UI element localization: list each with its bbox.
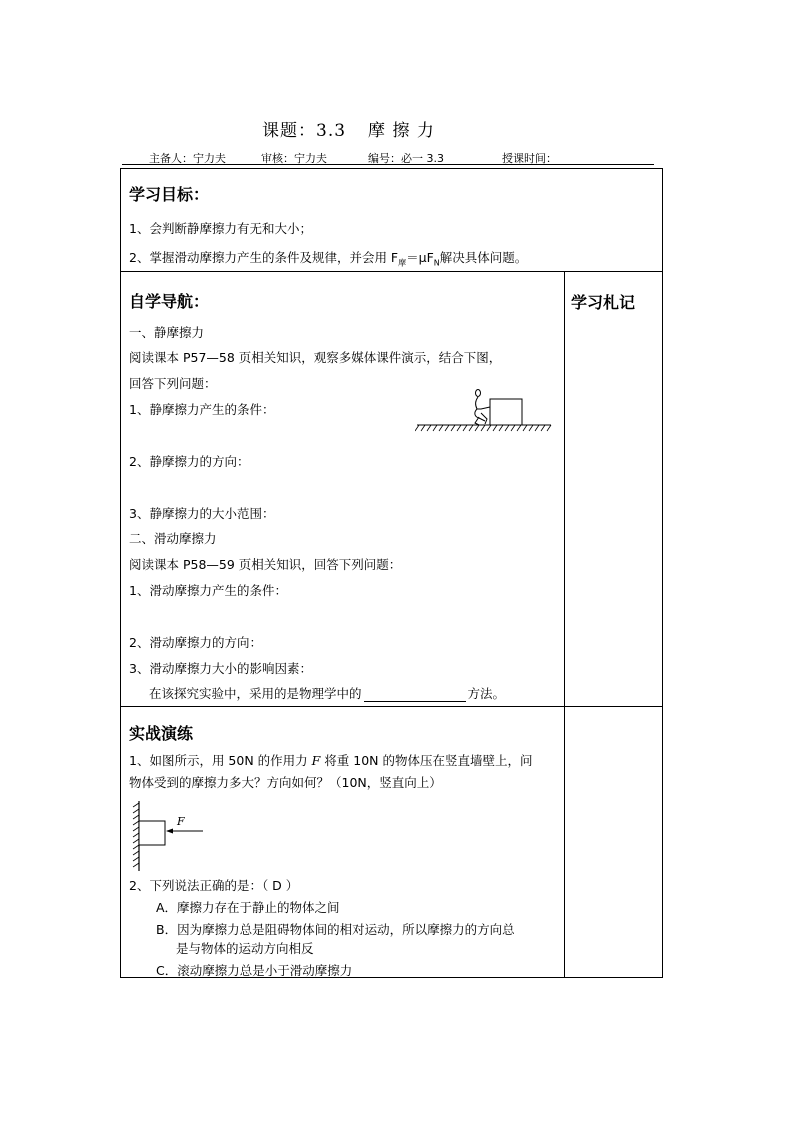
practice-heading: 实战演练 bbox=[129, 724, 194, 743]
row-divider-2 bbox=[121, 706, 662, 707]
goals-heading: 学习目标： bbox=[129, 185, 210, 204]
sub-normal: N bbox=[433, 258, 440, 268]
notes-heading: 学习札记 bbox=[571, 293, 636, 312]
push-block-figure bbox=[415, 387, 555, 433]
lesson-table bbox=[120, 168, 663, 978]
guide-line-9: 1、滑动摩擦力产生的条件： bbox=[129, 583, 287, 598]
guide-line-8: 阅读课本 P58—59 页相关知识，回答下列问题： bbox=[129, 557, 402, 572]
goal-item-1: 1、会判断静摩擦力有无和大小； bbox=[129, 221, 312, 236]
q2-option-b: B．因为摩擦力总是阻碍物体间的相对运动，所以摩擦力的方向总 bbox=[156, 922, 515, 937]
title-prefix: 课题：3.3 bbox=[262, 121, 347, 141]
meta-preparer: 主备人：宁力夫 bbox=[149, 152, 226, 165]
guide-method-line: 在该探究实验中，采用的是物理学中的 方法。 bbox=[149, 686, 506, 701]
guide-line-7: 二、滑动摩擦力 bbox=[129, 531, 217, 546]
q1-line-1: 1、如图所示，用 50N 的作用力 F 将重 10N 的物体压在竖直墙壁上，问 bbox=[129, 753, 533, 768]
guide-line-10: 2、滑动摩擦力的方向： bbox=[129, 635, 262, 650]
guide-line-11: 3、滑动摩擦力大小的影响因素： bbox=[129, 661, 312, 676]
guide-line-5: 2、静摩擦力的方向： bbox=[129, 454, 250, 469]
figure-force-label: F bbox=[177, 815, 185, 828]
guide-line-2: 阅读课本 P57—58 页相关知识，观察多媒体课件演示，结合下图， bbox=[129, 350, 502, 365]
page-title bbox=[262, 116, 435, 141]
title-main: 摩 擦 力 bbox=[368, 121, 435, 141]
q2-line: 2、下列说法正确的是：（ D ） bbox=[129, 878, 299, 893]
guide-line-3: 回答下列问题： bbox=[129, 376, 217, 391]
goal-item-2: 2、掌握滑动摩擦力产生的条件及规律，并会用 $F_摩=\mu F_N$解决具体问题。 bbox=[129, 250, 528, 268]
wall-block-figure bbox=[129, 799, 209, 873]
q1-line-2: 物体受到的摩擦力多大？方向如何？（10N，竖直向上） bbox=[129, 775, 442, 790]
method-blank[interactable] bbox=[364, 689, 466, 702]
meta-row bbox=[122, 149, 654, 165]
guide-heading: 自学导航： bbox=[129, 292, 210, 311]
notes-column-divider bbox=[564, 271, 565, 977]
q2-option-a: A．摩擦力存在于静止的物体之间 bbox=[156, 900, 340, 915]
meta-code: 编号：必一 3.3 bbox=[368, 152, 444, 165]
q2-option-b-cont: 是与物体的运动方向相反 bbox=[176, 941, 314, 956]
guide-line-1: 一、静摩擦力 bbox=[129, 325, 205, 340]
q2-option-c: C．滚动摩擦力总是小于滑动摩擦力 bbox=[156, 963, 353, 978]
meta-reviewer: 审核：宁力夫 bbox=[261, 152, 327, 165]
meta-class-time: 授课时间： bbox=[502, 152, 557, 165]
guide-line-4: 1、静摩擦力产生的条件： bbox=[129, 402, 275, 417]
q1-force-symbol: F bbox=[311, 753, 321, 768]
row-divider-1 bbox=[121, 271, 662, 272]
guide-line-6: 3、静摩擦力的大小范围： bbox=[129, 506, 275, 521]
sub-friction: 摩 bbox=[398, 258, 407, 268]
